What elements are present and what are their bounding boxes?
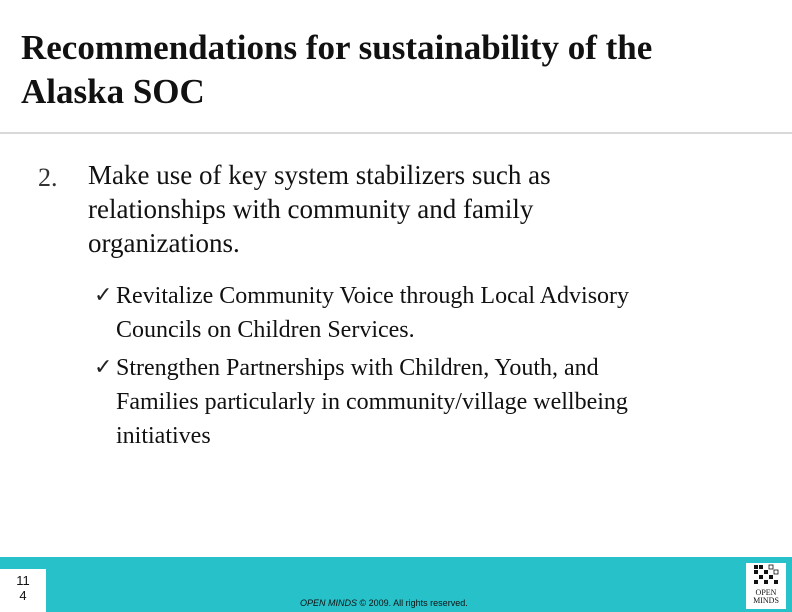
slide-number xyxy=(0,569,46,612)
main-point-line: Make use of key system stabilizers such as xyxy=(88,160,551,190)
main-point-text xyxy=(88,158,728,260)
sub-point-line: initiatives xyxy=(116,423,211,449)
open-minds-logo xyxy=(746,563,786,609)
checkmark-icon: ✓ xyxy=(94,355,113,380)
sub-point-line: Councils on Children Services. xyxy=(116,317,415,343)
sub-point-line: Revitalize Community Voice through Local Advisory xyxy=(116,283,630,309)
sub-point-2 xyxy=(116,351,756,453)
sub-point-line: Families particularly in community/village wellbeing xyxy=(116,389,628,415)
logo-text xyxy=(746,589,786,605)
slide-number-line-2: 4 xyxy=(19,588,27,603)
logo-grid-icon xyxy=(746,563,786,589)
title-line-1: Recommendations for sustainability of the xyxy=(21,28,653,67)
logo-text-line-2: MINDS xyxy=(753,596,779,605)
sub-point-1 xyxy=(116,279,756,347)
sub-point-line: Strengthen Partnerships with Children, Youth, and xyxy=(116,355,599,381)
checkmark-icon: ✓ xyxy=(94,283,113,308)
main-point-line: organizations. xyxy=(88,228,240,258)
title-divider xyxy=(0,132,792,134)
copyright-brand: OPEN MINDS xyxy=(300,598,358,608)
main-point-line: relationships with community and family xyxy=(88,194,534,224)
slide-number-line-1: 11 xyxy=(16,573,30,588)
copyright-text: © 2009. All rights reserved. xyxy=(357,598,468,608)
point-number: 2. xyxy=(38,163,58,192)
title-line-2: Alaska SOC xyxy=(21,72,205,111)
logo-text-line-1: OPEN xyxy=(755,588,777,597)
slide-title xyxy=(21,26,761,114)
copyright-notice xyxy=(300,597,468,609)
